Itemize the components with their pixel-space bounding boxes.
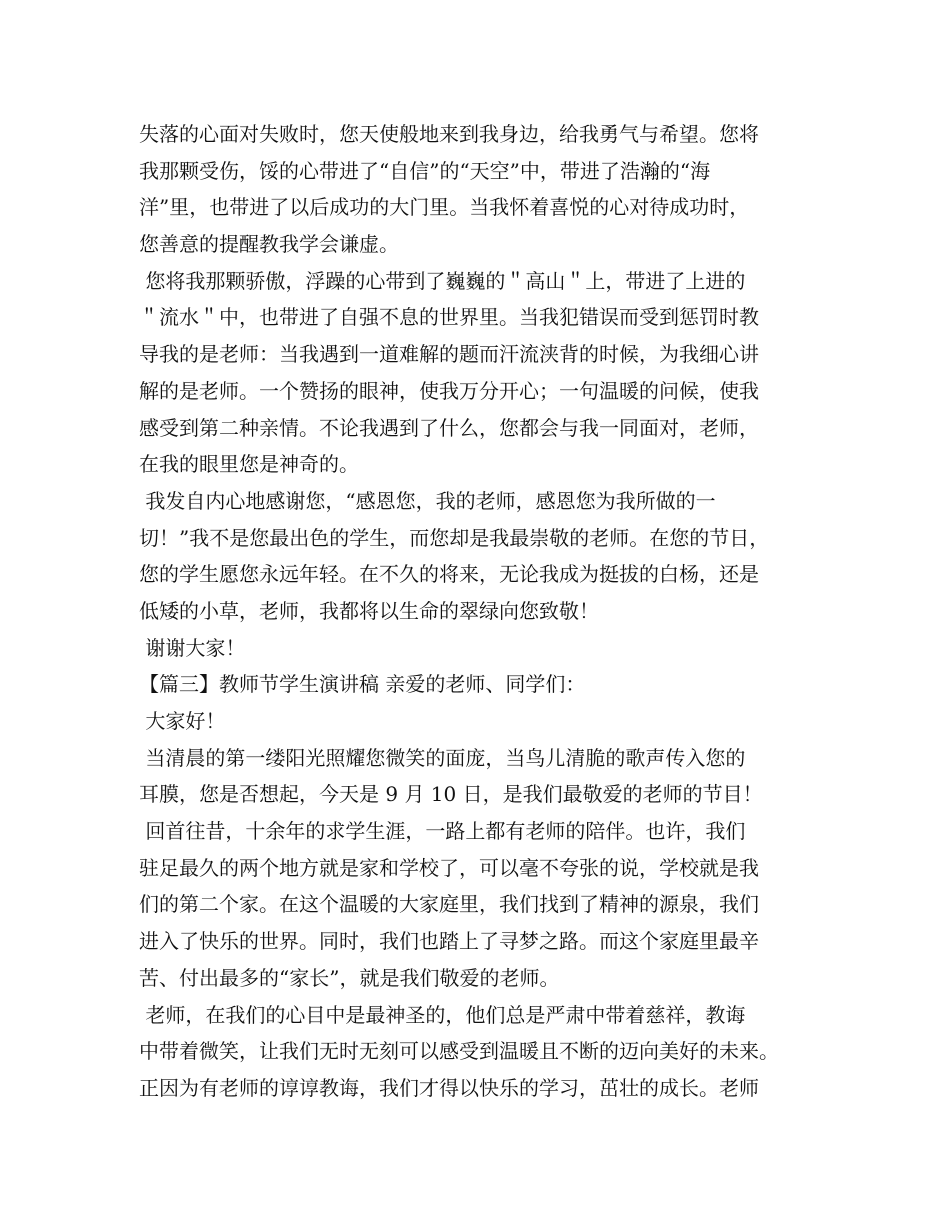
text-line: 中带着微笑，让我们无时无刻可以感受到温暖且不断的迈向美好的未来。 bbox=[139, 1039, 779, 1064]
text-line: ＂流水＂中，也带进了自强不息的世界里。当我犯错误而受到惩罚时教 bbox=[139, 305, 759, 330]
text-line: 驻足最久的两个地方就是家和学校了，可以毫不夸张的说，学校就是我 bbox=[139, 855, 759, 880]
text-line: 苦、付出最多的“家长”，就是我们敬爱的老师。 bbox=[139, 965, 560, 990]
text-line: 老师，在我们的心目中是最神圣的，他们总是严肃中带着慈祥，教诲 bbox=[139, 1002, 746, 1027]
text-line: 失落的心面对失败时，您天使般地来到我身边，给我勇气与希望。您将 bbox=[139, 122, 759, 146]
text-line: 切！”我不是您最出色的学生，而您却是我最崇敬的老师。在您的节日， bbox=[139, 525, 770, 550]
text-line: 当清晨的第一缕阳光照耀您微笑的面庞，当鸟儿清脆的歌声传入您的 bbox=[139, 745, 746, 770]
body-text bbox=[139, 116, 829, 1107]
text-line: 低矮的小草，老师，我都将以生命的翠绿向您致敬！ bbox=[139, 598, 599, 623]
text-line: 洋”里，也带进了以后成功的大门里。当我怀着喜悦的心对待成功时， bbox=[139, 195, 750, 220]
text-line: 回首往昔，十余年的求学生涯，一路上都有老师的陪伴。也许，我们 bbox=[139, 819, 746, 844]
text-line: 导我的是老师：当我遇到一道难解的题而汗流浃背的时候，为我细心讲 bbox=[139, 342, 759, 367]
text-line: 您的学生愿您永远年轻。在不久的将来，无论我成为挺拔的白杨，还是 bbox=[139, 562, 759, 587]
text-line: 进入了快乐的世界。同时，我们也踏上了寻梦之路。而这个家庭里最辛 bbox=[139, 929, 759, 954]
text-line: 们的第二个家。在这个温暖的大家庭里，我们找到了精神的源泉，我们 bbox=[139, 892, 759, 917]
text-line: 耳膜，您是否想起，今天是 9 月 10 日，是我们最敬爱的老师的节目！ bbox=[139, 782, 763, 807]
text-line: 您将我那颗骄傲，浮躁的心带到了巍巍的＂高山＂上，带进了上进的 bbox=[139, 268, 746, 293]
text-line: 您善意的提醒教我学会谦虚。 bbox=[139, 232, 399, 257]
text-line: 在我的眼里您是神奇的。 bbox=[139, 452, 359, 477]
text-line: 大家好！ bbox=[139, 709, 226, 733]
text-line: 正因为有老师的谆谆教诲，我们才得以快乐的学习，茁壮的成长。老师 bbox=[139, 1075, 759, 1100]
text-line: 谢谢大家！ bbox=[139, 635, 246, 660]
section-heading: 【篇三】教师节学生演讲稿 亲爱的老师、同学们： bbox=[139, 672, 586, 697]
text-line: 感受到第二种亲情。不论我遇到了什么，您都会与我一同面对，老师， bbox=[139, 415, 759, 440]
text-line: 解的是老师。一个赞扬的眼神，使我万分开心；一句温暖的问候，使我 bbox=[139, 378, 759, 403]
text-line: 我那颗受伤，馁的心带进了“自信”的“天空”中，带进了浩瀚的“海 bbox=[139, 158, 711, 183]
text-line: 我发自内心地感谢您，“感恩您，我的老师，感恩您为我所做的一 bbox=[139, 488, 716, 513]
